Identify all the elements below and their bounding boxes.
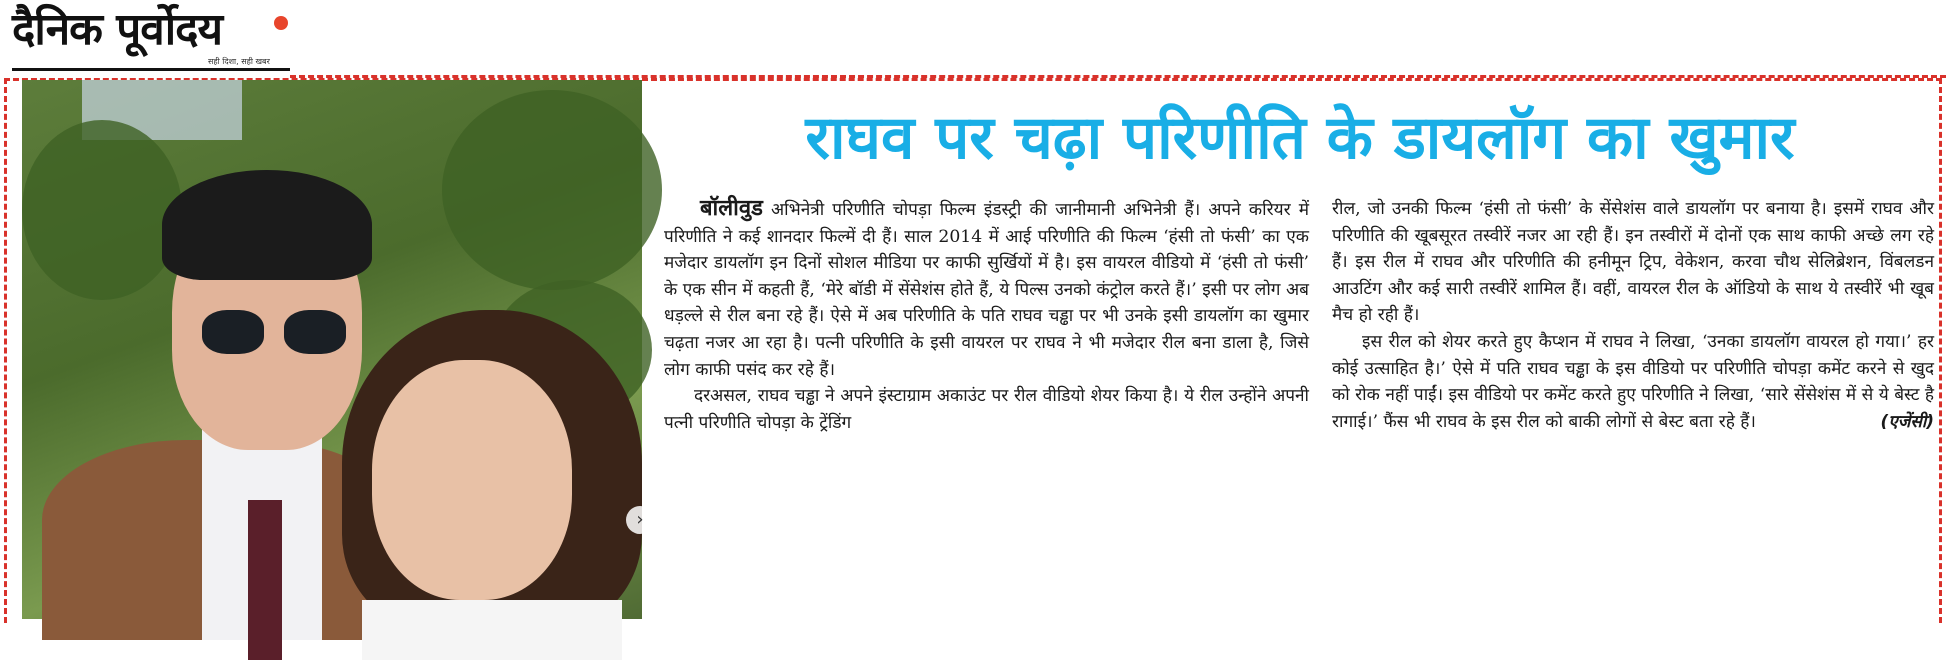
paragraph-2: दरअसल, राघव चड्ढा ने अपने इंस्टाग्राम अकाउंट पर रील वीडियो शेयर किया है। ये रील उन्होंने अपनी पत्नी परिणीति चोपड़ा के ट्रेंडिंग (664, 386, 1309, 433)
article-photo (22, 80, 642, 619)
masthead (12, 4, 290, 74)
article-headline: राघव पर चढ़ा परिणीति के डायलॉग का खुमार (805, 103, 1795, 173)
photo-tie (248, 500, 282, 660)
photo-woman-face (372, 360, 572, 600)
agency-credit: (एजेंसी) (1880, 411, 1934, 432)
dateline: बॉलीवुड (700, 196, 763, 221)
paragraph-3: रील, जो उनकी फिल्म ‘हंसी तो फंसी’ के सेंसेशंस वाले डायलॉग पर बनाया है। इसमें राघव और परिणीति की खूबसूरत तस्वीरें नजर आ रही हैं। इन तस्वीरों में दोनों एक साथ काफी अच्छे लग रहे हैं। इस रील में राघव और परिणीति की हनीमून ट्रिप, वेकेशन, करवा चौथ सेलिब्रेशन, विंबलडन आउटिंग और कई सारी तस्वीरें शामिल हैं। वहीं, वायरल रील के ऑडियो के साथ ये तस्वीरें भी खूब मैच हो रही हैं। (1332, 199, 1934, 326)
masthead-tagline: सही दिशा, सही खबर (208, 57, 270, 66)
article-column-2 (1332, 196, 1934, 435)
carousel-next-icon[interactable]: › (626, 506, 654, 534)
paragraph-1: अभिनेत्री परिणीति चोपड़ा फिल्म इंडस्ट्री की जानीमानी अभिनेत्री हैं। अपने करियर में परिणीति ने कई शानदार फिल्में दी हैं। साल 2014 में आई परिणीति की फिल्म ‘हंसी तो फंसी’ का एक मजेदार डायलॉग इन दिनों सोशल मीडिया पर काफी सुर्खियों में है। इस वायरल वीडियो में ‘हंसी तो फंसी’ के एक सीन में कहती हैं, ‘मेरे बॉडी में सेंसेशंस होते हैं, ये पिल्स उनको कंट्रोल करते हैं।’ इसी पर लोग अब धड़ल्ले से रील बना रहे हैं। ऐसे में अब परिणीति के पति राघव चड्ढा पर भी उनके इसी डायलॉग का खुमार चढ़ता नजर आ रहा है। पत्नी परिणीति के इसी वायरल पर राघव ने भी मजेदार रील बना डाला है, जिसे लोग काफी पसंद कर रहे हैं। (664, 200, 1310, 380)
masthead-underline (12, 68, 290, 71)
sunglasses-icon (202, 310, 264, 354)
paragraph-4: इस रील को शेयर करते हुए कैप्शन में राघव ने लिखा, ‘उनका डायलॉग वायरल हो गया।’ हर कोई उत्साहित है।’ ऐसे में पति राघव चड्ढा के इस वीडियो पर परिणीति चोपड़ा कमेंट करने से खुद को रोक नहीं पाईं। इस वीडियो पर कमेंट करते हुए परिणीति ने लिखा, ‘सारे सेंसेशंस में से ये बेस्ट है रागाई।’ फैंस भी राघव के इस रील को बाकी लोगों से बेस्ट बता रहे हैं। (1332, 331, 1934, 432)
masthead-title: दैनिक पूर्वोदय (12, 4, 223, 55)
logo-dot-icon (274, 16, 288, 30)
article-column-1 (664, 196, 1309, 436)
